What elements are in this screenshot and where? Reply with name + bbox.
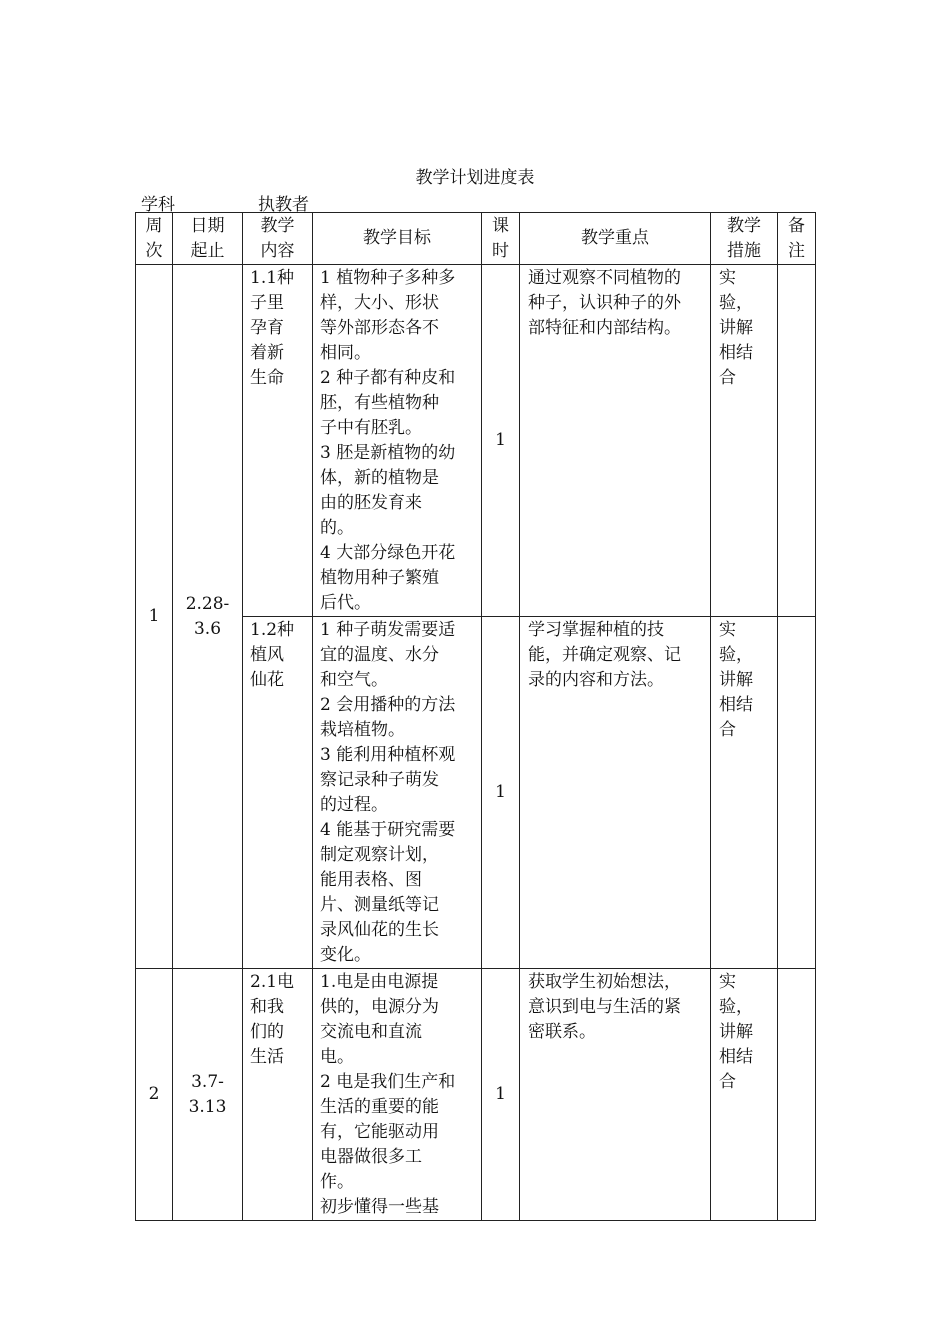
notes-cell <box>778 265 816 617</box>
measures-cell: 实 验， 讲解 相结 合 <box>711 265 778 617</box>
header-notes: 备 注 <box>778 213 816 265</box>
measures-cell: 实 验， 讲解 相结 合 <box>711 617 778 969</box>
date-range-cell: 2.28- 3.6 <box>173 265 243 969</box>
content-cell: 1.2种 植风 仙花 <box>243 617 313 969</box>
header-hours: 课 时 <box>482 213 520 265</box>
schedule-table <box>135 212 816 1221</box>
table-row <box>136 969 816 1221</box>
hours-cell: 1 <box>482 969 520 1221</box>
focus-cell: 获取学生初始想法， 意识到电与生活的紧 密联系。 <box>520 969 711 1221</box>
teacher-label: 执教者 <box>258 195 309 215</box>
content-cell: 1.1种 子里 孕育 着新 生命 <box>243 265 313 617</box>
week-number-cell: 2 <box>136 969 173 1221</box>
header-focus: 教学重点 <box>520 213 711 265</box>
date-range-cell: 3.7- 3.13 <box>173 969 243 1221</box>
header-measures: 教学 措施 <box>711 213 778 265</box>
header-content: 教学 内容 <box>243 213 313 265</box>
goals-cell: 1.电是由电源提 供的，电源分为 交流电和直流 电。 2 电是我们生产和 生活的重要的能 有，它能驱动用 电器做很多工 作。 初步懂得一些基 <box>313 969 482 1221</box>
measures-cell: 实 验， 讲解 相结 合 <box>711 969 778 1221</box>
focus-cell: 学习掌握种植的技 能，并确定观察、记 录的内容和方法。 <box>520 617 711 969</box>
content-cell: 2.1电 和我 们的 生活 <box>243 969 313 1221</box>
notes-cell <box>778 969 816 1221</box>
header-row <box>136 213 816 265</box>
page-title: 教学计划进度表 <box>415 168 535 188</box>
week-number-cell: 1 <box>136 265 173 969</box>
table-row <box>136 265 816 617</box>
hours-cell: 1 <box>482 265 520 617</box>
notes-cell <box>778 617 816 969</box>
header-week: 周 次 <box>136 213 173 265</box>
hours-cell: 1 <box>482 617 520 969</box>
subject-label: 学科 <box>141 195 175 215</box>
header-goal: 教学目标 <box>313 213 482 265</box>
goals-cell: 1 植物种子多种多 样，大小、形状 等外部形态各不 相同。 2 种子都有种皮和 胚，有些植物种 子中有胚乳。 3 胚是新植物的幼 体，新的植物是 由的胚发育来 的。 4 大部分绿色开花 植物用种子繁殖 后代。 <box>313 265 482 617</box>
goals-cell: 1 种子萌发需要适 宜的温度、水分 和空气。 2 会用播种的方法 栽培植物。 3 能利用种植杯观 察记录种子萌发 的过程。 4 能基于研究需要 制定观察计划， 能用表格、图 片、测量纸等记 录风仙花的生长 变化。 <box>313 617 482 969</box>
header-date: 日期 起止 <box>173 213 243 265</box>
focus-cell: 通过观察不同植物的 种子，认识种子的外 部特征和内部结构。 <box>520 265 711 617</box>
